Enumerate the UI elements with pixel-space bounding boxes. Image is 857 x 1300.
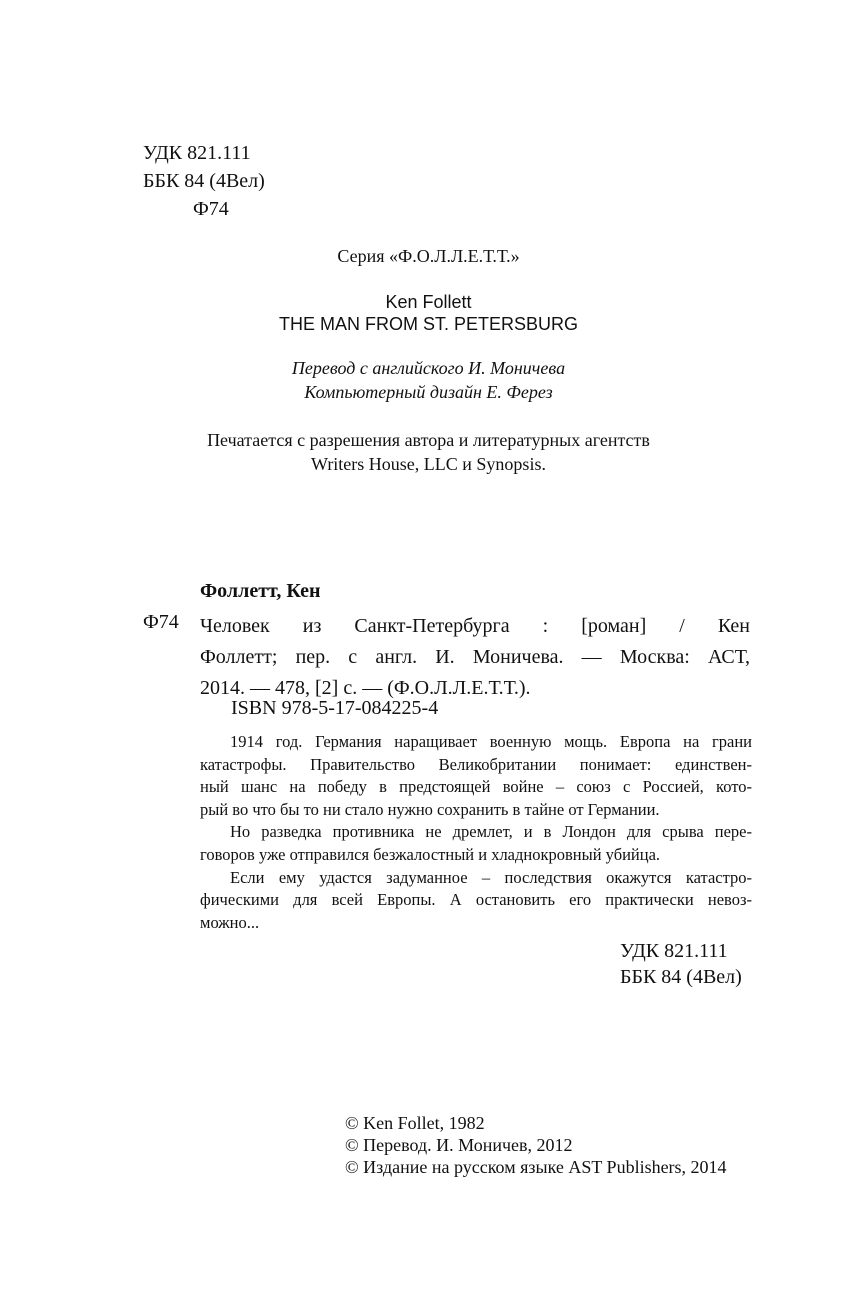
design-credit: Компьютерный дизайн Е. Ферез [304, 382, 553, 402]
annotation-line: рый во что бы то ни стало нужно сохранить в тайне от Германии. [200, 799, 660, 819]
catalog-line: Человек из Санкт-Петербурга : [роман] / Кен [200, 615, 750, 637]
annotation-line: катастрофы. Правительство Великобритании понимает: единствен- [200, 754, 752, 774]
catalog-line: Фоллетт; пер. с англ. И. Моничева. — Москва: АСТ, [200, 646, 750, 668]
annotation-line: можно... [200, 912, 260, 932]
translation-credit: Перевод с английского И. Моничева [291, 358, 566, 378]
copyright-translation: © Перевод. И. Моничев, 2012 [345, 1135, 573, 1155]
permission-line: Печатается с разрешения автора и литературных агентств [207, 430, 650, 450]
series-title: Серия «Ф.О.Л.Л.Е.Т.Т.» [337, 246, 520, 266]
annotation-line: Если ему удастся задуманное – последствия окажутся катастро- [230, 867, 752, 887]
annotation-line: ный шанс на победу в предстоящей войне – союз с Россией, кото- [200, 777, 752, 797]
bbk-code: ББК 84 (4Вел) [143, 170, 265, 192]
catalog-heading: Фоллетт, Кен [200, 580, 321, 602]
udk-code: УДК 821.111 [143, 142, 251, 164]
annotation [200, 731, 752, 934]
annotation-line: 1914 год. Германия наращивает военную мощь. Европа на грани [230, 732, 752, 751]
udk-code-bottom: УДК 821.111 [620, 940, 728, 962]
copyright-author: © Ken Follet, 1982 [345, 1113, 485, 1133]
original-author: Ken Follett [385, 292, 472, 312]
original-title: THE MAN FROM ST. PETERSBURG [278, 314, 579, 334]
copyright-edition: © Издание на русском языке AST Publishers, 2014 [345, 1157, 727, 1177]
agencies-line: Writers House, LLC и Synopsis. [311, 454, 546, 474]
annotation-line: фическими для всей Европы. А остановить его практически невоз- [200, 890, 752, 910]
author-mark: Ф74 [193, 198, 229, 220]
catalog-line: 2014. — 478, [2] с. — (Ф.О.Л.Л.Е.Т.Т.). [200, 677, 531, 699]
isbn: ISBN 978-5-17-084225-4 [231, 697, 439, 719]
annotation-line: Но разведка противника не дремлет, и в Лондон для срыва пере- [230, 822, 752, 842]
catalog-description [200, 611, 750, 704]
bbk-code-bottom: ББК 84 (4Вел) [620, 966, 742, 988]
annotation-line: говоров уже отправился безжалостный и хладнокровный убийца. [200, 844, 661, 864]
catalog-author-mark: Ф74 [143, 611, 179, 633]
